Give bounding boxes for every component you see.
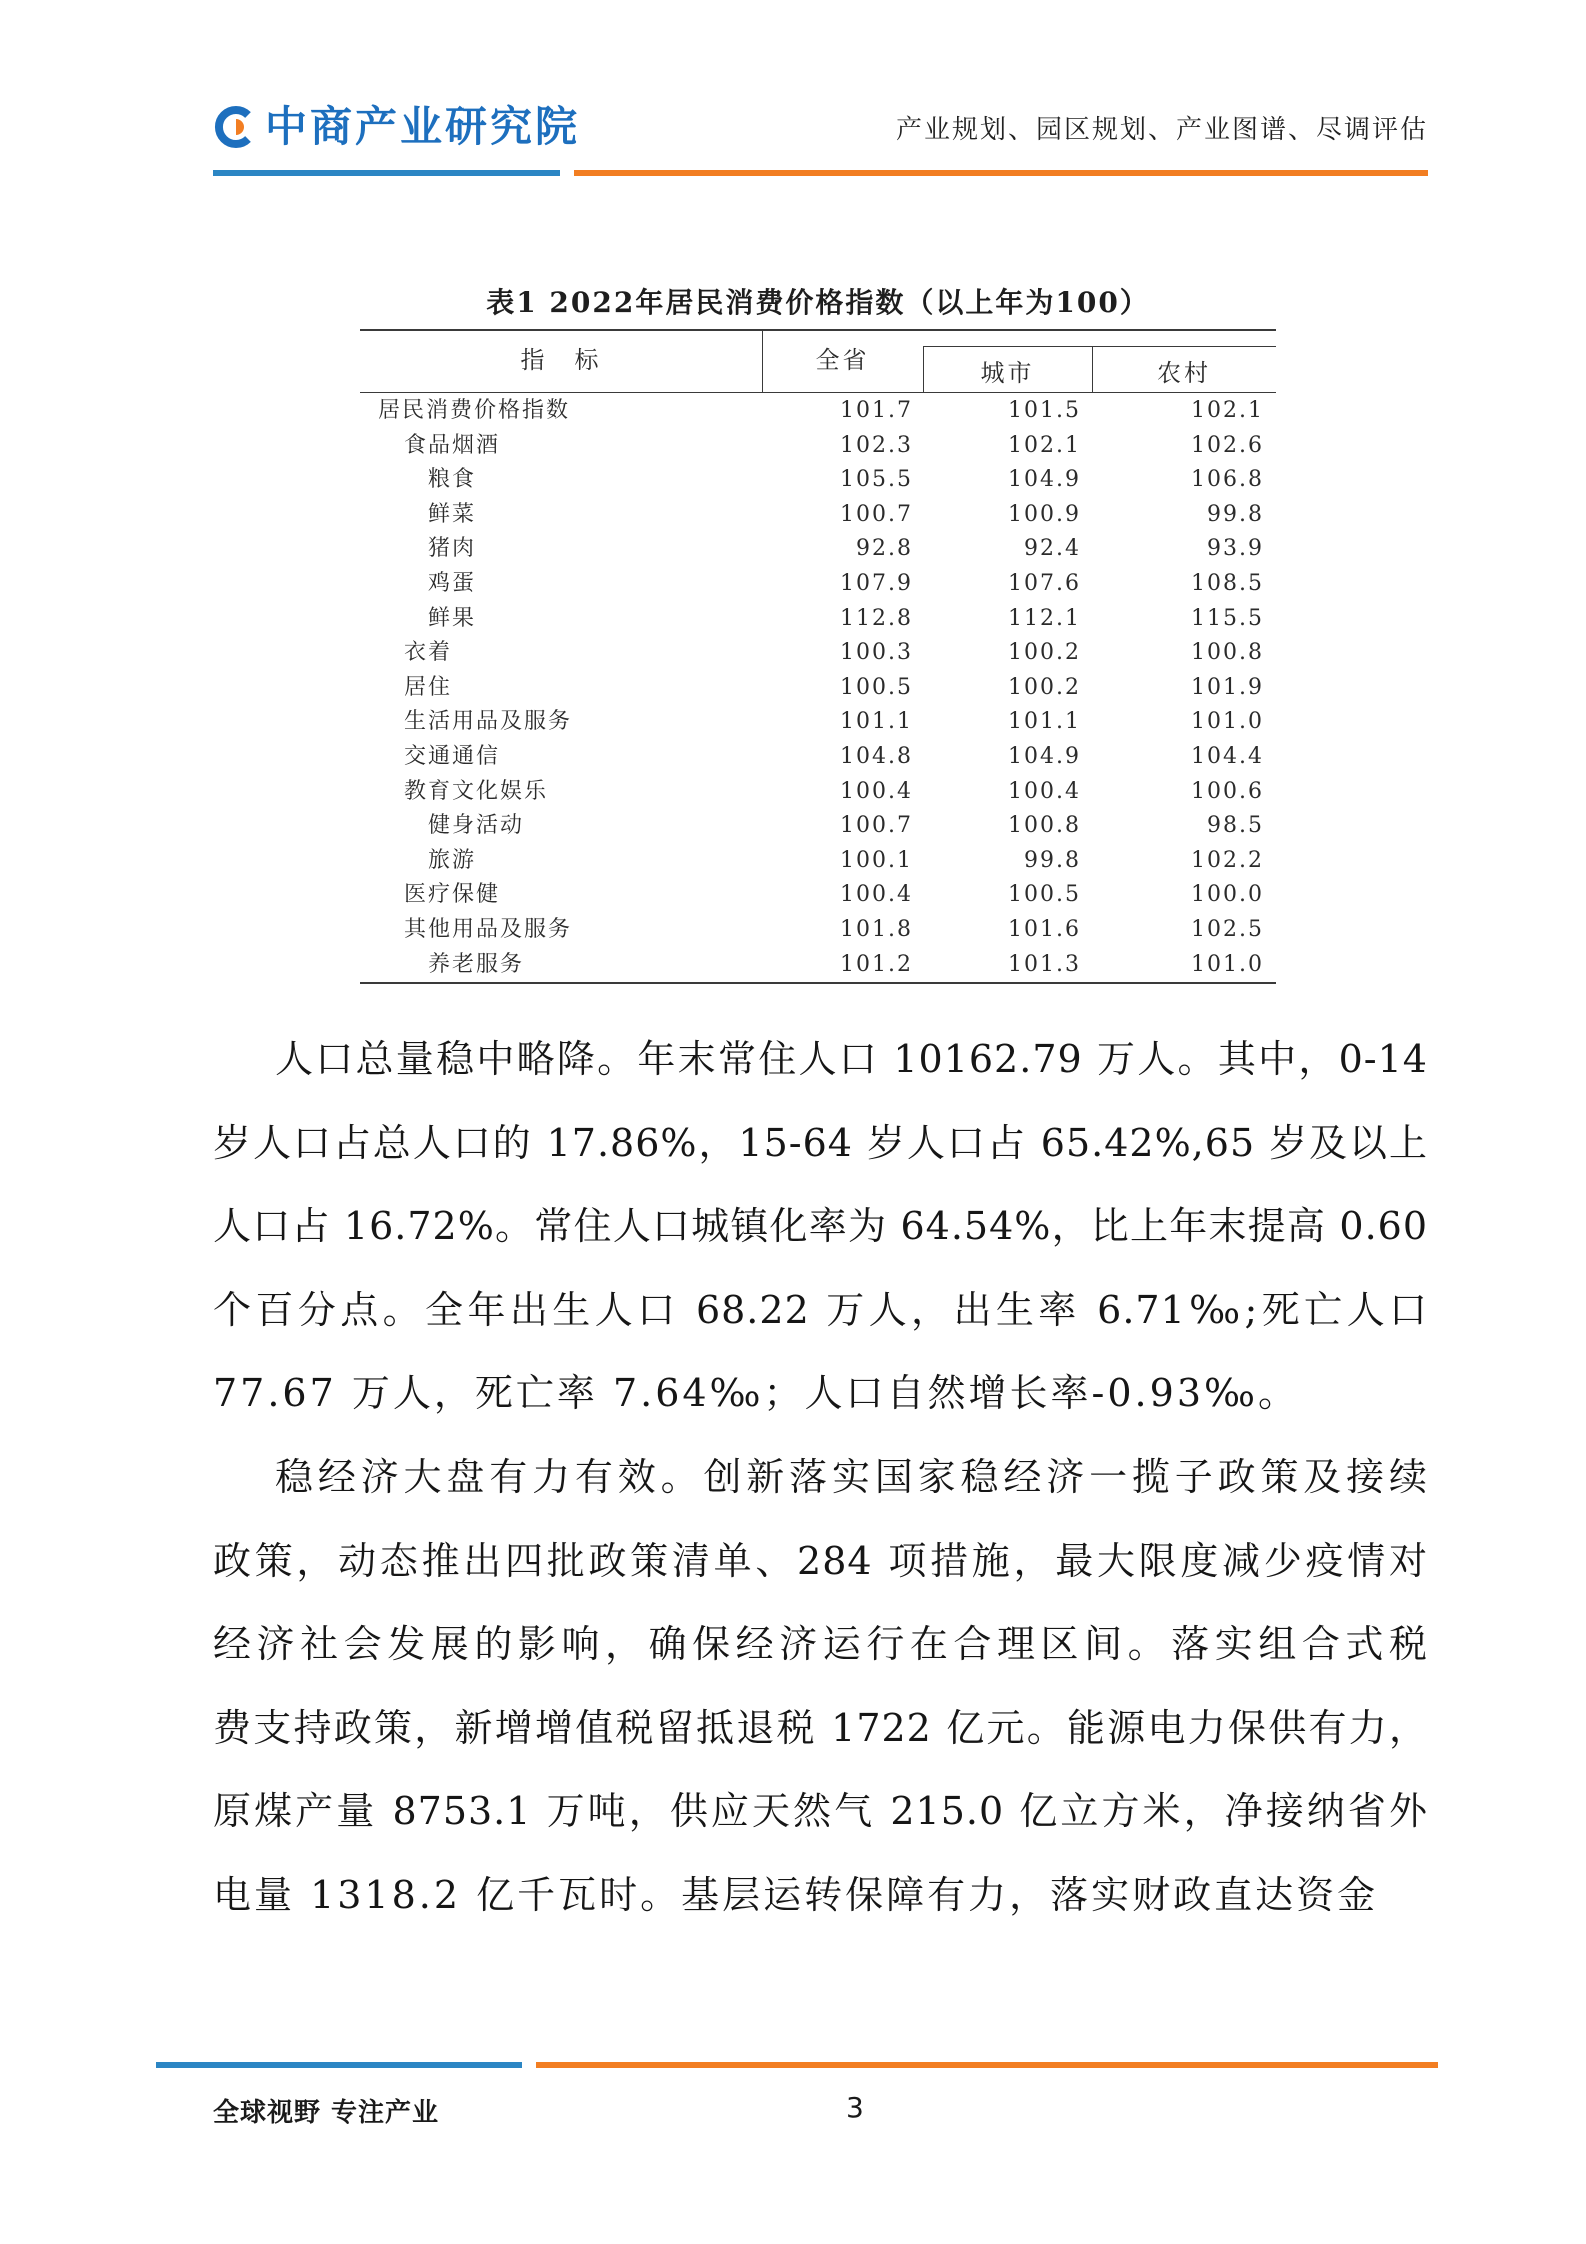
table-bottom-border [360,982,1276,984]
header-rule-orange [574,170,1428,176]
province-value: 100.4 [840,778,913,804]
province-value: 100.3 [840,640,913,666]
rural-value: 100.8 [1191,640,1264,666]
row-label: 教育文化娱乐 [404,778,549,804]
province-value: 102.3 [840,432,913,458]
province-value: 100.7 [840,813,913,839]
table-row [360,532,1276,567]
table-row [360,463,1276,498]
table-row [360,878,1276,913]
footer-slogan: 全球视野 专注产业 [213,2098,440,2128]
page-number: 3 [846,2091,864,2124]
rural-value: 102.1 [1191,398,1264,423]
table-row [360,498,1276,533]
paragraph-line: 稳经济大盘有力有效。创新落实国家稳经济一揽子政策及接续 [275,1454,1428,1499]
row-label: 鸡蛋 [428,570,477,596]
table-row [360,809,1276,844]
table-row [360,429,1276,464]
paragraph-line: 77.67 万人，死亡率 7.64‰；人口自然增长率-0.93‰。 [213,1371,1299,1416]
paragraph-line: 人口总量稳中略降。年末常住人口 10162.79 万人。其中，0-14 [275,1037,1428,1081]
column-header-city: 城市 [980,359,1035,387]
header-rule-blue [213,170,560,176]
province-value: 105.5 [840,467,913,493]
city-value: 112.1 [1008,605,1081,631]
cpi-table [360,329,1276,987]
table-row [360,602,1276,637]
table-row [360,948,1276,983]
row-label: 粮食 [428,467,477,493]
province-value: 101.7 [840,398,913,423]
city-value: 102.1 [1008,432,1081,458]
paragraph-line: 原煤产量 8753.1 万吨，供应天然气 215.0 亿立方米，净接纳省外 [213,1789,1428,1834]
city-value: 100.8 [1008,813,1081,839]
province-value: 100.1 [840,847,913,873]
city-value: 101.1 [1008,709,1081,735]
rural-value: 104.4 [1191,743,1264,769]
paragraph-line: 费支持政策，新增增值税留抵退税 1722 亿元。能源电力保供有力， [213,1705,1428,1750]
row-label: 其他用品及服务 [404,916,573,942]
row-label: 医疗保健 [404,882,501,908]
row-label: 健身活动 [428,813,525,839]
province-value: 100.4 [840,882,913,908]
city-value: 101.6 [1008,916,1081,942]
paragraph-line: 电量 1318.2 亿千瓦时。基层运转保障有力，落实财政直达资金 [213,1872,1379,1917]
province-value: 101.1 [840,709,913,735]
rural-value: 115.5 [1191,605,1264,631]
rural-value: 106.8 [1191,467,1264,493]
table-top-border [360,329,1276,331]
table-row [360,394,1276,429]
rural-value: 98.5 [1207,813,1264,839]
table-row [360,775,1276,810]
rural-value: 99.8 [1207,501,1264,527]
province-value: 107.9 [840,570,913,596]
rural-value: 102.6 [1191,432,1264,458]
row-label: 养老服务 [428,951,525,977]
row-label: 食品烟酒 [404,432,501,458]
table-row [360,567,1276,602]
paragraph [213,1436,1428,1938]
table-row [360,740,1276,775]
rural-value: 100.6 [1191,778,1264,804]
logo-icon [213,104,259,150]
rural-value: 108.5 [1191,570,1264,596]
rural-value: 93.9 [1207,536,1264,562]
brand-logo [213,102,580,152]
province-value: 92.8 [856,536,913,562]
province-value: 112.8 [840,605,913,631]
city-value: 101.3 [1008,951,1081,977]
table-title: 表1 2022年居民消费价格指数（以上年为100） [486,286,1150,319]
logo-text: 中商产业研究院 [265,102,581,151]
body-text [213,1018,1428,1938]
rural-value: 101.9 [1191,674,1264,700]
paragraph-line: 个百分点。全年出生人口 68.22 万人，出生率 6.71‰;死亡人口 [213,1287,1428,1332]
column-header-province: 全省 [815,346,870,374]
province-value: 100.5 [840,674,913,700]
header-tagline: 产业规划、园区规划、产业图谱、尽调评估 [895,115,1428,145]
table-row [360,844,1276,879]
row-label: 衣着 [404,640,453,666]
paragraph-line: 经济社会发展的影响，确保经济运行在合理区间。落实组合式税 [213,1622,1428,1667]
paragraph-line: 政策，动态推出四批政策清单、284 项措施，最大限度减少疫情对 [213,1538,1428,1583]
row-label: 生活用品及服务 [404,709,573,735]
paragraph-line: 人口占 16.72%。常住人口城镇化率为 64.54%，比上年末提高 0.60 [213,1204,1428,1249]
row-label: 旅游 [428,847,477,873]
province-value: 100.7 [840,501,913,527]
row-label: 居民消费价格指数 [378,398,571,423]
table-row [360,913,1276,948]
table-body [360,394,1276,982]
footer-rule-orange [536,2062,1438,2068]
rural-value: 101.0 [1191,709,1264,735]
province-value: 101.2 [840,951,913,977]
city-value: 99.8 [1024,847,1081,873]
city-value: 92.4 [1024,536,1081,562]
column-header-indicator: 指 标 [520,346,602,374]
column-header-rural: 农村 [1157,359,1211,387]
table-header-border [360,392,1276,393]
city-value: 104.9 [1008,467,1081,493]
city-value: 100.2 [1008,674,1081,700]
footer-rule-blue [156,2062,522,2068]
city-value: 100.9 [1008,501,1081,527]
row-label: 交通通信 [404,743,501,769]
table-subheader-border [923,346,1276,347]
table-row [360,636,1276,671]
rural-value: 102.2 [1191,847,1264,873]
row-label: 猪肉 [428,536,477,562]
city-value: 100.2 [1008,640,1081,666]
table-row [360,705,1276,740]
city-value: 104.9 [1008,743,1081,769]
row-label: 鲜菜 [428,501,477,527]
rural-value: 101.0 [1191,951,1264,977]
city-value: 107.6 [1008,570,1081,596]
row-label: 居住 [404,674,453,700]
table-row [360,671,1276,706]
row-label: 鲜果 [428,605,477,631]
city-value: 100.5 [1008,882,1081,908]
rural-value: 100.0 [1191,882,1264,908]
rural-value: 102.5 [1191,916,1264,942]
paragraph-line: 岁人口占总人口的 17.86%，15-64 岁人口占 65.42%,65 岁及以上 [213,1120,1428,1165]
paragraph [213,1018,1428,1436]
province-value: 104.8 [840,743,913,769]
city-value: 101.5 [1008,398,1081,423]
province-value: 101.8 [840,916,913,942]
city-value: 100.4 [1008,778,1081,804]
